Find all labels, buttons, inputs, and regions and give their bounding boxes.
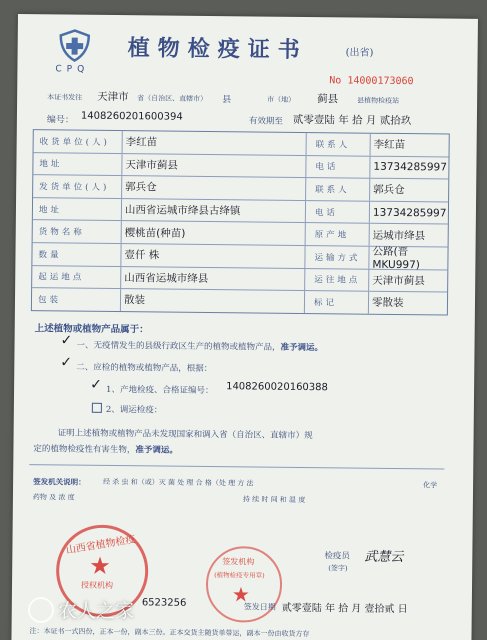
table-divider [121,176,122,198]
remarks-line-2-end: 持 续 时 间 和 温 度 [242,495,306,505]
stamp-right-text: 签发机构 [222,557,255,567]
valid-label: 有效期至 [248,116,283,127]
inspector-label: 检疫员 [324,551,350,562]
info-table [31,129,450,315]
check-mark-3: ✓ [90,376,102,393]
table-divider [306,133,307,155]
row-label-2: 联系人 [315,139,351,151]
row-label: 数量 [38,249,62,261]
row-value: 山西省运城市绛县古绛镇 [124,204,241,218]
remarks-label: 签发机关说明： [33,477,86,487]
page-title: 植物检疫证书 [127,35,308,64]
logo-text: CPQ [55,64,90,75]
row-label-2: 标记 [313,298,338,309]
table-divider [304,269,305,291]
row-label-2: 运输方式 [314,252,361,264]
stamp-left-star-icon: ★ [89,551,111,581]
row-value: 散装 [123,294,146,307]
dest-suffix: 县植物检疫站 [357,96,400,105]
county-label: 县 [222,95,232,106]
serial-value: 1408260201600394 [80,110,183,123]
dest-mid2: 市（地） [267,95,296,104]
table-divider [305,178,306,200]
row-label: 收货单位(人) [39,137,110,148]
sub-option-1-value: 1408260020160388 [226,381,328,394]
certification-line-2-bold: 准予调运。 [135,445,179,456]
row-label: 地址 [38,204,63,216]
row-label: 地址 [39,159,63,170]
sub-option-2: 2、调运检疫： [105,404,163,416]
option-1-bold: 准予调运。 [280,342,324,354]
sub-option-2-box [92,403,102,413]
option-2: 二、应检的植物或植物产品，根据： [76,362,213,375]
row-value: 天津市蓟县 [125,159,178,172]
row-label-2: 电话 [314,207,339,218]
row-label-2: 联系人 [315,185,350,196]
dest-county: 蓟县 [317,93,339,106]
section-heading: 上述植物或植物产品属于： [34,323,149,336]
inspector-signature: 武慧云 [364,549,404,566]
table-divider [121,199,122,221]
watermark-text: 农人之家 [58,600,135,622]
table-divider [369,179,370,201]
check-mark-1: ✓ [60,332,73,349]
table-divider [305,156,306,178]
stamp-left-text: 山西省植物检疫 [65,534,137,557]
dest-prefix: 本证书发往 [47,93,83,102]
certification-line-2 [33,442,178,456]
section-divider [29,464,444,469]
certification-line-1: 证明上述植物或植物产品未发现国家和调入省（自治区、直辖市）规 [57,428,313,442]
title-suffix: (出省) [345,47,374,59]
dest-mid1: 省（自治区、直辖市） [137,94,208,103]
table-divider [304,291,305,313]
table-divider [120,289,121,311]
stamp-right-sub: (植物检疫专用章) [214,571,265,580]
watermark-logo-icon [28,597,54,623]
table-divider [122,131,123,153]
row-value: 郭兵仓 [125,181,157,194]
row-value: 山西省运城市绛县 [124,271,209,285]
table-divider [305,223,306,245]
cpq-shield-icon [57,28,91,66]
table-divider [369,201,370,223]
table-divider [121,221,122,243]
row-value-2: 13734285997 [372,206,447,220]
valid-value: 贰零壹陆 年 拾 月 贰拾玖 [292,113,412,128]
row-label: 包装 [37,295,62,306]
table-divider [368,247,369,269]
row-label-2: 原产地 [314,230,350,241]
dest-city: 天津市 [97,90,129,104]
footer-note: 注：本证书一式四份，正本一份，副本三份。正本交货主随货单带运，副本一份由收货方存 [29,627,310,639]
serial-label: 编号： [46,115,74,126]
option-1 [76,339,323,354]
row-value-2: 天津市蓟县 [372,274,425,288]
row-value: 壹仟 株 [124,249,160,262]
stamp-left-mid: 授权机构 [80,580,114,591]
table-divider [120,267,121,289]
row-label: 起运地点 [38,272,85,284]
row-value-2: 公路(晋MKU997) [372,245,420,272]
certification-line-2-text: 定的植物检疫性有害生物， [33,444,136,456]
row-value: 李红苗 [125,136,158,149]
row-value-2: 零散装 [371,297,404,310]
certificate-number: No 14000173060 [329,75,414,88]
stamp-right-star-icon: ★ [231,582,250,607]
watermark [28,596,134,623]
row-value-2: 李红苗 [373,139,406,152]
remarks-line-1-end: 化学 [423,481,438,490]
inspector-sub: (签字) [328,564,348,573]
sub-option-1: 1、产地检疫、合格证编号： [106,384,214,397]
issue-label: 签发日期 [243,602,276,612]
table-divider [304,246,305,268]
remarks-line-2: 药物 及 浓 度 [32,493,75,502]
table-divider [369,224,370,246]
table-divider [121,154,122,176]
row-value: 樱桃苗(种苗) [124,226,186,240]
issue-value: 贰零壹陆 年 拾 月 壹拾贰 日 [281,602,408,616]
row-value-2: 运城市绛县 [372,229,426,242]
certificate-paper [11,14,478,640]
table-divider [305,201,306,223]
phone-number: 6523256 [141,597,187,609]
row-label-2: 电话 [315,162,339,173]
row-value-2: 郭兵仓 [373,184,405,197]
check-mark-2: ✓ [60,354,73,371]
table-row [32,288,447,314]
remarks-line-1: 经 杀 虫 和（或）灭 菌 处 理 合 格（处 理 方 法 [103,477,254,488]
table-divider [120,244,121,266]
option-1-text: 一、无疫情发生的县级行政区生产的植物或植物产品， [76,340,281,353]
row-label: 货物名称 [38,227,85,238]
row-label: 发货单位(人) [39,182,110,193]
row-value-2: 13734285997 [373,161,447,174]
row-label-2: 运往地点 [314,275,361,286]
